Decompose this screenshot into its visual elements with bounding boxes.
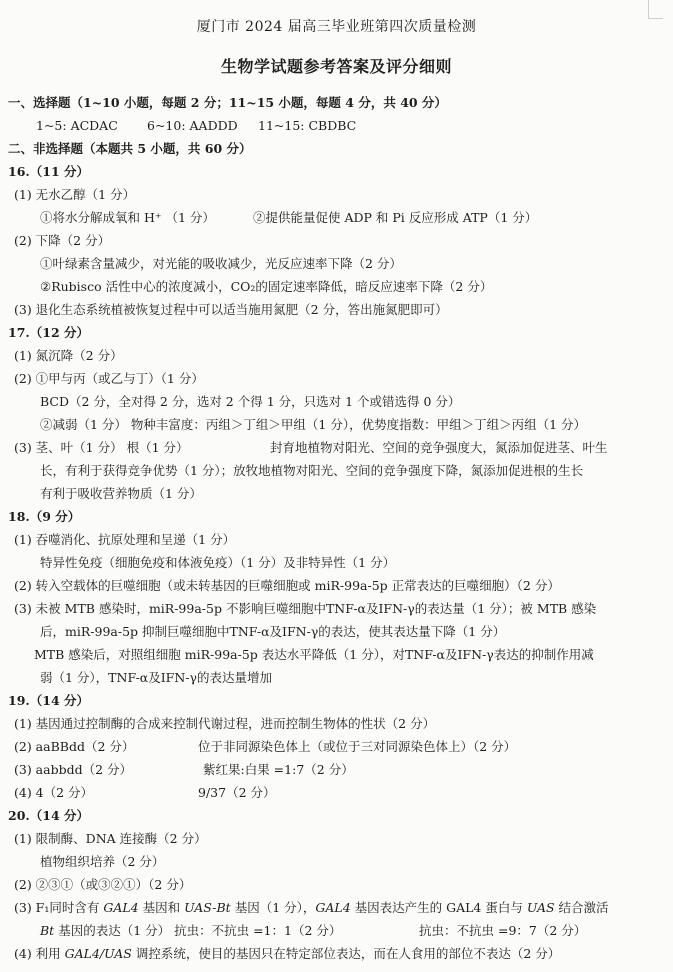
mc-answers-1-5: 1~5: ACDAC [36,118,118,133]
q16-line1: (1) 无水乙醇（1 分） [14,187,136,202]
mc-answers-6-10: 6~10: AADDD [147,118,238,133]
q20-line4-text3: 基因（1 分）， [230,900,316,915]
q20-line6 [14,946,560,962]
q20-line4-text2: 基因和 [138,900,185,915]
q19-line4a: (4) 4（2 分） [14,785,94,800]
section1-heading: 一、选择题（1~10 小题，每题 2 分；11~15 小题，每题 4 分，共 40 分） [8,95,447,110]
q19-line2a: (2) aaBBdd（2 分） [14,739,135,754]
q20-line2: 植物组织培养（2 分） [40,854,165,869]
q17-line5b: 封育地植物对阳光、空间的竞争强度大，氮添加促进茎、叶生 [270,440,608,455]
q18-line1: (1) 吞噬消化、抗原处理和呈递（1 分） [14,532,236,547]
q20-line1: (1) 限制酶、DNA 连接酶（2 分） [14,831,207,846]
q19-line3a: (3) aabbdd（2 分） [14,762,133,777]
q17-line6: 长，有利于获得竞争优势（1 分）；放牧地植物对阳光、空间的竞争强度下降，氮添加促进根的生长 [40,463,584,478]
q20-line5b: 抗虫：不抗虫 =9：7（2 分） [419,923,587,938]
q19-line4b: 9/37（2 分） [198,785,276,800]
q17-line3: BCD（2 分，全对得 2 分，选对 2 个得 1 分，只选对 1 个或错选得 0 分） [40,394,461,409]
q20-line4-text1: (3) F₁同时含有 [14,900,104,915]
gene-gal4-uas: GAL4/UAS [64,946,132,961]
q16-line6: (3) 退化生态系统植被恢复过程中可以适当施用氮肥（2 分，答出施氮肥即可） [14,302,448,317]
q17-line5a: (3) 茎、叶（1 分） 根（1 分） [14,440,189,455]
gene-uas: UAS [526,900,555,915]
q20-line3: (2) ②③①（或③②①）（2 分） [14,877,192,892]
q20-line4-text4: 基因表达产生的 GAL4 蛋白与 [350,900,527,915]
gene-uas-bt: UAS-Bt [184,900,231,915]
q16-line4: ①叶绿素含量减少，对光能的吸收减少，光反应速率下降（2 分） [40,256,402,271]
q18-line7: 弱（1 分），TNF-α及IFN-γ的表达量增加 [40,670,272,685]
q18-title: 18.（9 分） [8,509,81,524]
q19-title: 19.（14 分） [8,693,89,708]
q16-line3: (2) 下降（2 分） [14,233,111,248]
gene-gal4: GAL4 [103,900,139,915]
q16-line2a: ①将水分解成氧和 H⁺ （1 分） [40,210,215,225]
mc-answers-11-15: 11~15: CBDBC [258,118,357,133]
gene-gal4-2: GAL4 [315,900,351,915]
q20-line4-text5: 结合激活 [554,900,609,915]
q19-line1: (1) 基因通过控制酶的合成来控制代谢过程，进而控制生物体的性状（2 分） [14,716,436,731]
q19-line2b: 位于非同源染色体上（或位于三对同源染色体上）（2 分） [198,739,517,754]
q20-line4 [14,900,609,916]
q17-line4: ②减弱（1 分） 物种丰富度：丙组＞丁组＞甲组（1 分），优势度指数：甲组＞丁组＞丙组（1 分） [40,417,587,432]
q17-title: 17.（12 分） [8,325,89,340]
exam-title: 厦门市 2024 届高三毕业班第四次质量检测 [196,19,477,35]
answer-key-title: 生物学试题参考答案及评分细则 [220,57,452,76]
q18-line6: MTB 感染后，对照组细胞 miR-99a-5p 表达水平降低（1 分），对TNF-α及IFN-γ表达的抑制作用减 [34,647,594,662]
q18-line5: 后，miR-99a-5p 抑制巨噬细胞中TNF-α及IFN-γ的表达，使其表达量下降（1 分） [40,624,506,639]
q16-line2b: ②提供能量促使 ADP 和 Pi 反应形成 ATP（1 分） [253,210,538,225]
q17-line2: (2) ①甲与丙（或乙与丁）（1 分） [14,371,204,386]
q19-line3b: 紫红果:白果 =1:7（2 分） [203,762,354,777]
q20-title: 20.（14 分） [8,808,89,823]
q18-line4: (3) 未被 MTB 感染时，miR-99a-5p 不影响巨噬细胞中TNF-α及IFN-γ的表达量（1 分）；被 MTB 感染 [14,601,597,616]
q20-line5-text1: 基因的表达（1 分） 抗虫：不抗虫 =1：1（2 分） [54,923,342,938]
q18-line3: (2) 转入空载体的巨噬细胞（或未转基因的巨噬细胞或 miR-99a-5p 正常表达的巨噬细胞）（2 分） [14,578,560,593]
gene-bt: Bt [40,923,55,938]
q20-line6-text1: (4) 利用 [14,946,65,961]
q17-line1: (1) 氮沉降（2 分） [14,348,123,363]
section2-heading: 二、非选择题（本题共 5 小题，共 60 分） [8,141,252,156]
q16-line5: ②Rubisco 活性中心的浓度减小，CO₂的固定速率降低，暗反应速率下降（2 分） [40,279,493,294]
q17-line7: 有利于吸收营养物质（1 分） [40,486,202,501]
q16-title: 16.（11 分） [8,164,89,179]
q18-line2: 特异性免疫（细胞免疫和体液免疫）（1 分）及非特异性（1 分） [40,555,396,570]
q20-line5a [40,923,341,939]
q20-line6-text2: 调控系统，使目的基因只在特定部位表达，而在人食用的部位不表达（2 分） [131,946,561,961]
